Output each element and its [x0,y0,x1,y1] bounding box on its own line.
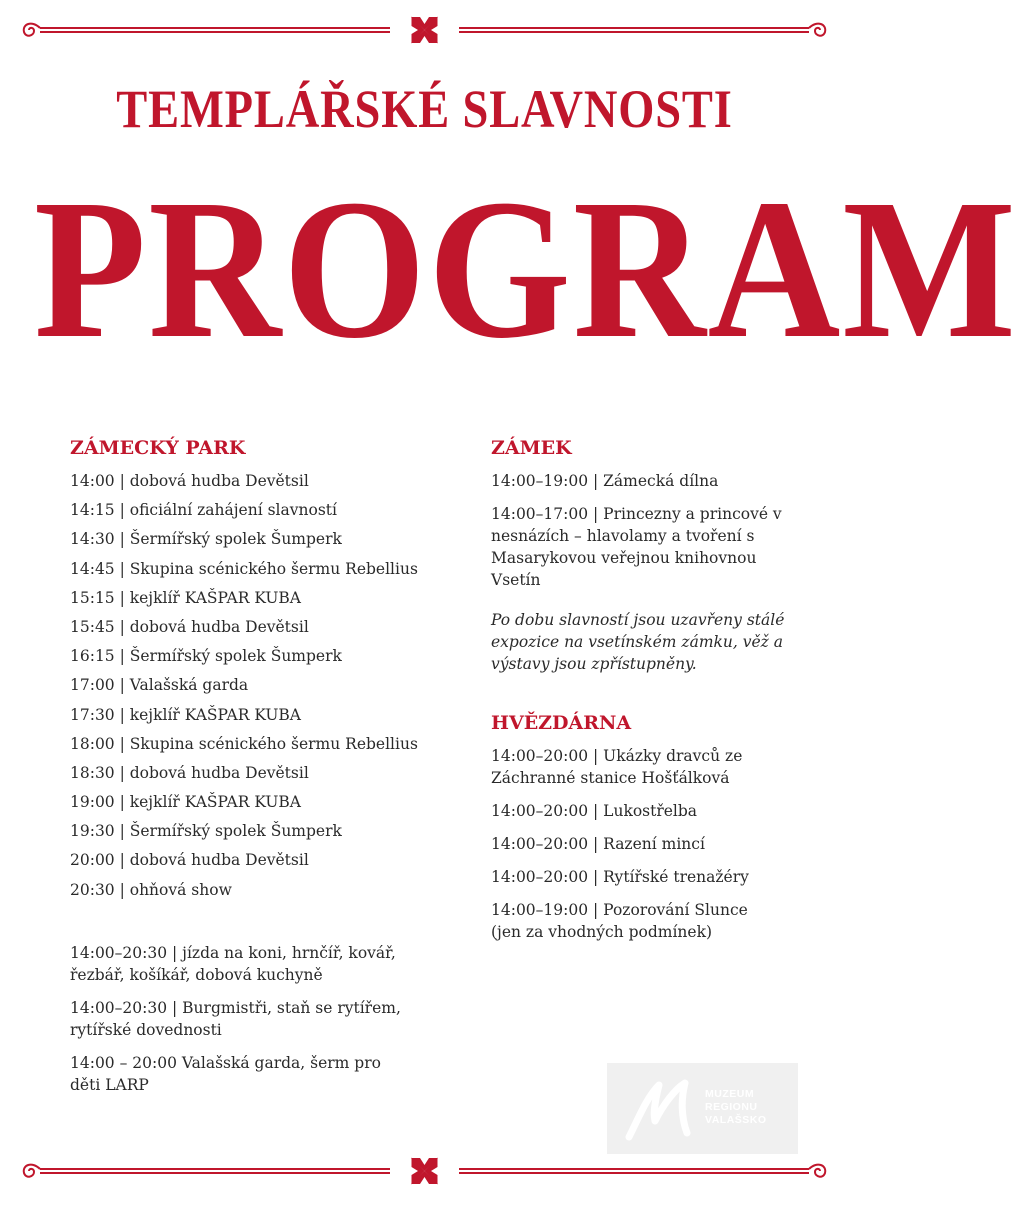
section-heading: ZÁMEK [491,437,572,459]
zamek-section [491,436,811,954]
bottom-ornament [0,1145,849,1205]
schedule-item: 15:15 | kejklíř KAŠPAR KUBA [70,588,301,607]
schedule-item: 14:00–20:00 | Razení mincí [491,835,705,853]
top-ornament [0,0,849,60]
section-heading: ZÁMECKÝ PARK [70,437,246,459]
schedule-item: 20:30 | ohňová show [70,880,232,899]
museum-logo [607,1063,798,1154]
section-heading: HVĚZDÁRNA [491,712,632,734]
schedule-item: 18:00 | Skupina scénického šermu Rebellius [70,734,418,753]
schedule-item: 19:30 | Šermířský spolek Šumperk [70,822,342,841]
schedule-item: 14:00–20:00 | Rytířské trenažéry [491,868,749,886]
schedule-item: 14:00–20:30 | Burgmistři, staň se rytířem, rytířské dovednosti [70,998,401,1039]
schedule-item: 14:00–19:00 | Zámecká dílna [491,472,719,490]
schedule-item: 14:45 | Skupina scénického šermu Rebellius [70,559,418,578]
schedule-item: 17:00 | Valašská garda [70,676,249,695]
program-title: PROGRAM [33,159,1018,380]
zamecky-park-section [70,436,460,1107]
schedule-item: 16:15 | Šermířský spolek Šumperk [70,647,342,666]
schedule-item: 14:00–20:00 | Ukázky dravců ze Záchranné stanice Hošťálková [491,747,743,787]
museum-m-icon [625,1077,705,1141]
schedule-item: 19:00 | kejklíř KAŠPAR KUBA [70,793,301,812]
schedule-item: 14:00–20:30 | jízda na koni, hrnčíř, kovář, řezbář, košíkář, dobová kuchyně [70,943,396,984]
schedule-item: 15:45 | dobová hudba Devětsil [70,617,309,636]
schedule-item: 17:30 | kejklíř KAŠPAR KUBA [70,705,301,724]
cross-icon [411,17,438,44]
schedule-item: 18:30 | dobová hudba Devětsil [70,763,309,782]
schedule-item: 14:15 | oficiální zahájení slavností [70,501,337,520]
schedule-item: 14:00 | dobová hudba Devětsil [70,472,309,490]
schedule-item: 20:00 | dobová hudba Devětsil [70,851,309,870]
schedule-item: 14:30 | Šermířský spolek Šumperk [70,530,342,549]
schedule-item: 14:00–20:00 | Lukostřelba [491,802,698,820]
logo-text: MUZEUM REGIONU VALAŠSKO [705,1088,767,1126]
event-title: TEMPLÁŘSKÉ SLAVNOSTI [116,79,733,139]
closure-note: Po dobu slavností jsou uzavřeny stálé expozice na vsetínském zámku, věž a výstavy jsou zpřístupněny. [491,611,785,673]
schedule-item: 14:00–19:00 | Pozorování Slunce (jen za vhodných podmínek) [491,901,748,941]
schedule-item: 14:00–17:00 | Princezny a princové v nesnázích – hlavolamy a tvoření s Masarykovou veřejnou knihovnou Vsetín [491,505,782,589]
schedule-item: 14:00 – 20:00 Valašská garda, šerm pro děti LARP [70,1053,381,1094]
cross-icon [411,1158,438,1185]
